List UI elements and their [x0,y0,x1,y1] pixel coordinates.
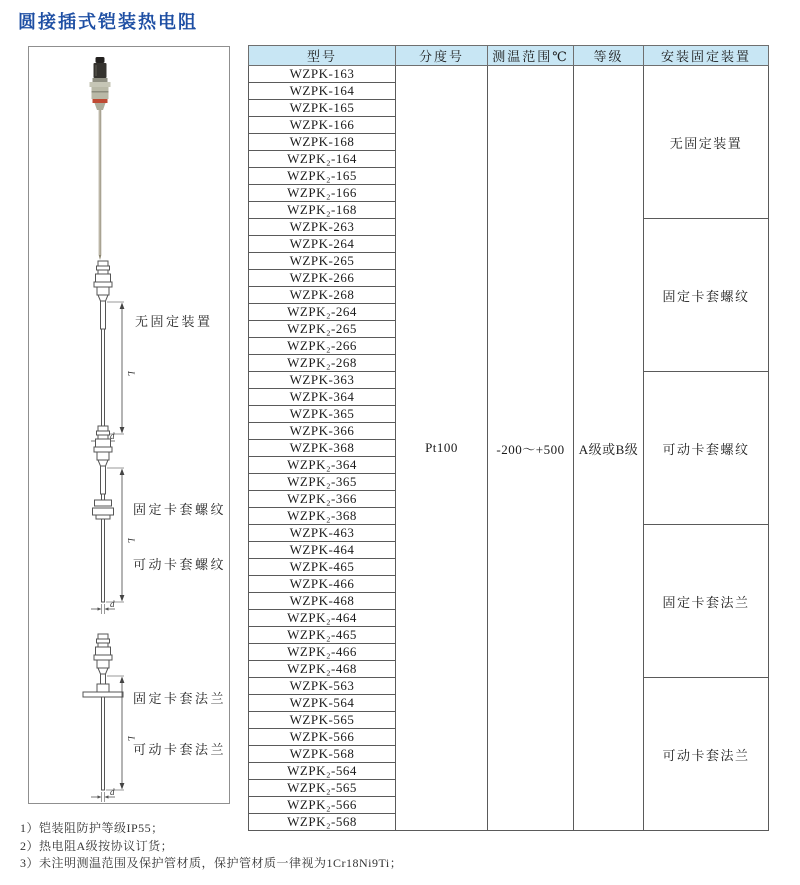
model-cell: WZPK-468 [249,593,396,610]
col-header-graduation: 分度号 [396,46,488,66]
model-cell: WZPK-463 [249,525,396,542]
table-row [249,66,769,83]
model-table-body [249,66,769,831]
col-header-mount: 安装固定装置 [644,46,769,66]
model-cell: WZPK-268 [249,287,396,304]
model-cell: WZPK₂-464 [249,610,396,627]
label-fixed-ferrule-flange: 固定卡套法兰 [133,691,227,706]
model-cell: WZPK₂-564 [249,763,396,780]
dim-length-label: L [126,371,136,377]
dim-diameter-label: d [110,787,115,797]
model-cell: WZPK₂-465 [249,627,396,644]
col-header-temp-range: 测温范围℃ [488,46,574,66]
col-header-grade: 等级 [574,46,644,66]
model-cell: WZPK₂-165 [249,168,396,185]
dim-diameter-label: d [110,431,115,441]
model-cell: WZPK₂-268 [249,355,396,372]
model-cell: WZPK-264 [249,236,396,253]
model-cell: WZPK₂-566 [249,797,396,814]
mount-cell: 可动卡套螺纹 [644,372,769,525]
mount-cell: 可动卡套法兰 [644,678,769,831]
page-title: 圆接插式铠装热电阻 [18,12,198,32]
model-cell: WZPK₂-266 [249,338,396,355]
model-cell: WZPK₂-468 [249,661,396,678]
model-cell: WZPK₂-568 [249,814,396,831]
spec-table [248,45,769,831]
model-cell: WZPK₂-368 [249,508,396,525]
model-cell: WZPK-566 [249,729,396,746]
model-cell: WZPK₂-364 [249,457,396,474]
drawing-ferrule-thread [77,424,147,619]
model-cell: WZPK₂-466 [249,644,396,661]
label-movable-ferrule-flange: 可动卡套法兰 [133,742,227,757]
footnote-1: 1）铠装阻防护等级IP55； [20,821,164,835]
label-fixed-ferrule-thread: 固定卡套螺纹 [133,502,227,517]
footnotes [20,820,780,873]
model-cell: WZPK-166 [249,117,396,134]
model-cell: WZPK-466 [249,576,396,593]
model-cell: WZPK-465 [249,559,396,576]
model-cell: WZPK₂-264 [249,304,396,321]
label-movable-ferrule-thread: 可动卡套螺纹 [133,557,227,572]
model-cell: WZPK₂-366 [249,491,396,508]
footnote-3: 3）未注明测温范围及保护管材质，保护管材质一律视为1Cr18Ni9Ti； [20,856,403,870]
model-cell: WZPK-265 [249,253,396,270]
dim-length-label: L [126,538,136,544]
model-cell: WZPK₂-265 [249,321,396,338]
model-cell: WZPK-365 [249,406,396,423]
model-cell: WZPK₂-164 [249,151,396,168]
model-cell: WZPK-564 [249,695,396,712]
model-cell: WZPK-263 [249,219,396,236]
col-header-model: 型号 [249,46,396,66]
model-cell: WZPK-464 [249,542,396,559]
model-cell: WZPK₂-365 [249,474,396,491]
graduation-cell: Pt100 [396,66,488,831]
model-cell: WZPK-164 [249,83,396,100]
temp-range-cell: -200～+500 [488,66,574,831]
model-cell: WZPK-163 [249,66,396,83]
model-cell: WZPK-266 [249,270,396,287]
model-cell: WZPK₂-168 [249,202,396,219]
model-cell: WZPK-568 [249,746,396,763]
dim-length-label: L [126,736,136,742]
model-cell: WZPK-563 [249,678,396,695]
dim-diameter-label: d [110,599,115,609]
mount-cell: 固定卡套法兰 [644,525,769,678]
header-row [249,46,769,66]
model-cell: WZPK-165 [249,100,396,117]
model-cell: WZPK₂-565 [249,780,396,797]
drawing-no-fixture [77,259,147,451]
model-cell: WZPK-363 [249,372,396,389]
model-cell: WZPK-364 [249,389,396,406]
drawing-ferrule-flange [77,632,147,804]
model-cell: WZPK-565 [249,712,396,729]
model-cell: WZPK-168 [249,134,396,151]
probe-photo [83,55,117,261]
model-cell: WZPK-366 [249,423,396,440]
model-cell: WZPK₂-166 [249,185,396,202]
footnote-2: 2）热电阻A级按协议订货； [20,838,174,853]
diagram-panel [28,46,230,804]
mount-cell: 无固定装置 [644,66,769,219]
model-cell: WZPK-368 [249,440,396,457]
grade-cell: A级或B级 [574,66,644,831]
mount-cell: 固定卡套螺纹 [644,219,769,372]
label-no-fixture: 无固定装置 [135,314,213,329]
